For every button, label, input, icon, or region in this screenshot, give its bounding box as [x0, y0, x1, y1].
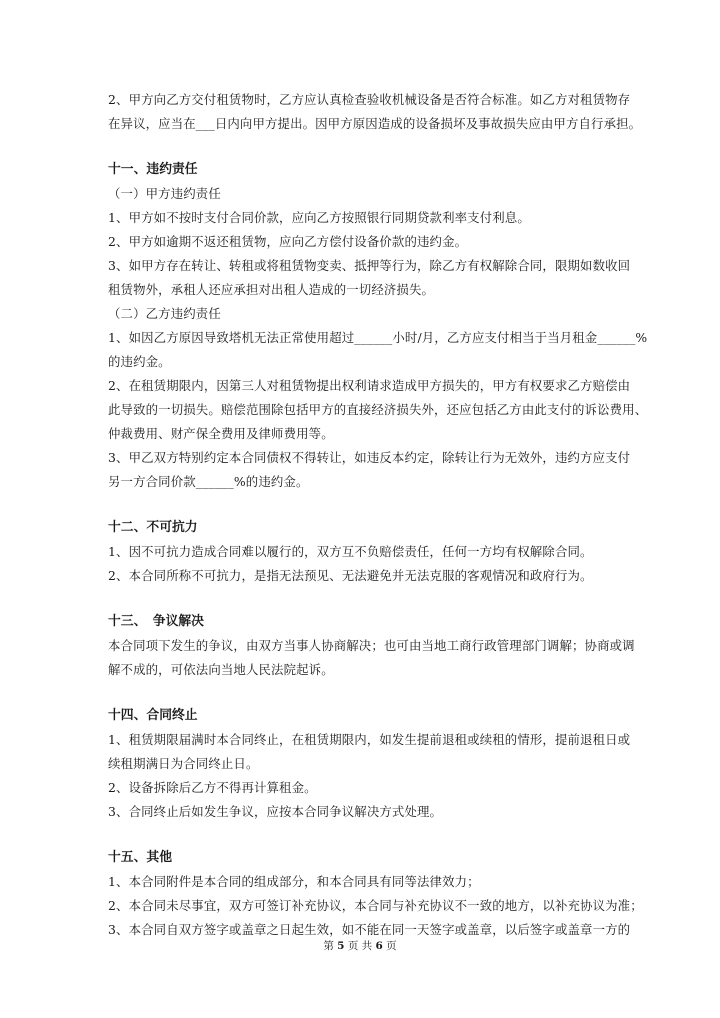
- section-heading: 十五、其他: [108, 850, 172, 865]
- paragraph-line: 2、设备拆除后乙方不得再计算租金。: [108, 780, 317, 795]
- paragraph-line: （二）乙方违约责任: [108, 306, 221, 321]
- paragraph-line: 租赁物外，承租人还应承担对出租人造成的一切经济损失。: [108, 282, 435, 297]
- paragraph-line: 1、因不可抗力造成合同难以履行的，双方互不负赔偿责任，任何一方均有权解除合同。: [108, 544, 593, 559]
- section-heading: 十四、合同终止: [108, 708, 198, 723]
- paragraph-line: 2、在租赁期限内，因第三人对租赁物提出权利请求造成甲方损失的，甲方有权要求乙方赔偿由: [108, 378, 631, 393]
- paragraph-line: 仲裁费用、财产保全费用及律师费用等。: [108, 426, 334, 441]
- total-page-number: 6: [375, 940, 383, 952]
- paragraph-line: 1、甲方如不按时支付合同价款，应向乙方按照银行同期贷款利率支付利息。: [108, 210, 530, 225]
- paragraph-line: 此导致的一切损失。赔偿范围除包括甲方的直接经济损失外，还应包括乙方由此支付的诉讼费用、: [108, 402, 648, 417]
- section-spacer: [108, 494, 614, 516]
- paragraph-line: 2、甲方向乙方交付租赁物时，乙方应认真检查验收机械设备是否符合标准。如乙方对租赁物存: [108, 92, 631, 107]
- paragraph-line: 在异议，应当在___日内向甲方提出。因甲方原因造成的设备损坏及事故损失应由甲方自行承担。: [108, 116, 642, 131]
- paragraph-line: 2、本合同未尽事宜，双方可签订补充协议，本合同与补充协议不一致的地方，以补充协议为准；: [108, 898, 643, 913]
- current-page-number: 5: [337, 940, 345, 952]
- footer-suffix: 页: [386, 940, 397, 952]
- footer-middle: 页 共: [347, 940, 373, 952]
- section-heading: 十二、不可抗力: [108, 520, 198, 535]
- paragraph-line: （一）甲方违约责任: [108, 186, 221, 201]
- paragraph-line: 本合同项下发生的争议，由双方当事人协商解决；也可由当地工商行政管理部门调解；协商或调: [108, 638, 635, 653]
- paragraph-line: 2、甲方如逾期不返还租赁物，应向乙方偿付设备价款的违约金。: [108, 234, 468, 249]
- paragraph-line: 3、合同终止后如发生争议，应按本合同争议解决方式处理。: [108, 804, 443, 819]
- paragraph-line: 另一方合同价款______%的违约金。: [108, 474, 309, 489]
- paragraph-line: 的违约金。: [108, 354, 171, 369]
- paragraph-line: 续租期满日为合同终止日。: [108, 756, 259, 771]
- section-spacer: [108, 682, 614, 704]
- document-body: [108, 88, 648, 942]
- paragraph-line: 1、如因乙方原因导致塔机无法正常使用超过______小时/月，乙方应支付相当于当月租金______%: [108, 330, 648, 345]
- page-footer: [0, 938, 720, 954]
- section-spacer: [108, 588, 614, 610]
- section-heading: 十三、 争议解决: [108, 614, 204, 629]
- paragraph-line: 1、租赁期限届满时本合同终止，在租赁期限内，如发生提前退租或续租的情形，提前退租日或: [108, 732, 631, 747]
- paragraph-line: 1、本合同附件是本合同的组成部分，和本合同具有同等法律效力；: [108, 874, 480, 889]
- section-spacer: [108, 824, 614, 846]
- paragraph-line: 解不成的，可依法向当地人民法院起诉。: [108, 662, 334, 677]
- section-spacer: [108, 136, 614, 158]
- paragraph-line: 3、甲乙双方特别约定本合同债权不得转让，如违反本约定，除转让行为无效外，违约方应支付: [108, 450, 631, 465]
- paragraph-line: 2、本合同所称不可抗力，是指无法预见、无法避免并无法克服的客观情况和政府行为。: [108, 568, 593, 583]
- paragraph-line: 3、如甲方存在转让、转租或将租赁物变卖、抵押等行为，除乙方有权解除合同，限期如数收回: [108, 258, 631, 273]
- paragraph-line: 3、本合同自双方签字或盖章之日起生效，如不能在同一天签字或盖章，以后签字或盖章一方的: [108, 922, 631, 937]
- footer-prefix: 第: [323, 940, 334, 952]
- section-heading: 十一、违约责任: [108, 162, 198, 177]
